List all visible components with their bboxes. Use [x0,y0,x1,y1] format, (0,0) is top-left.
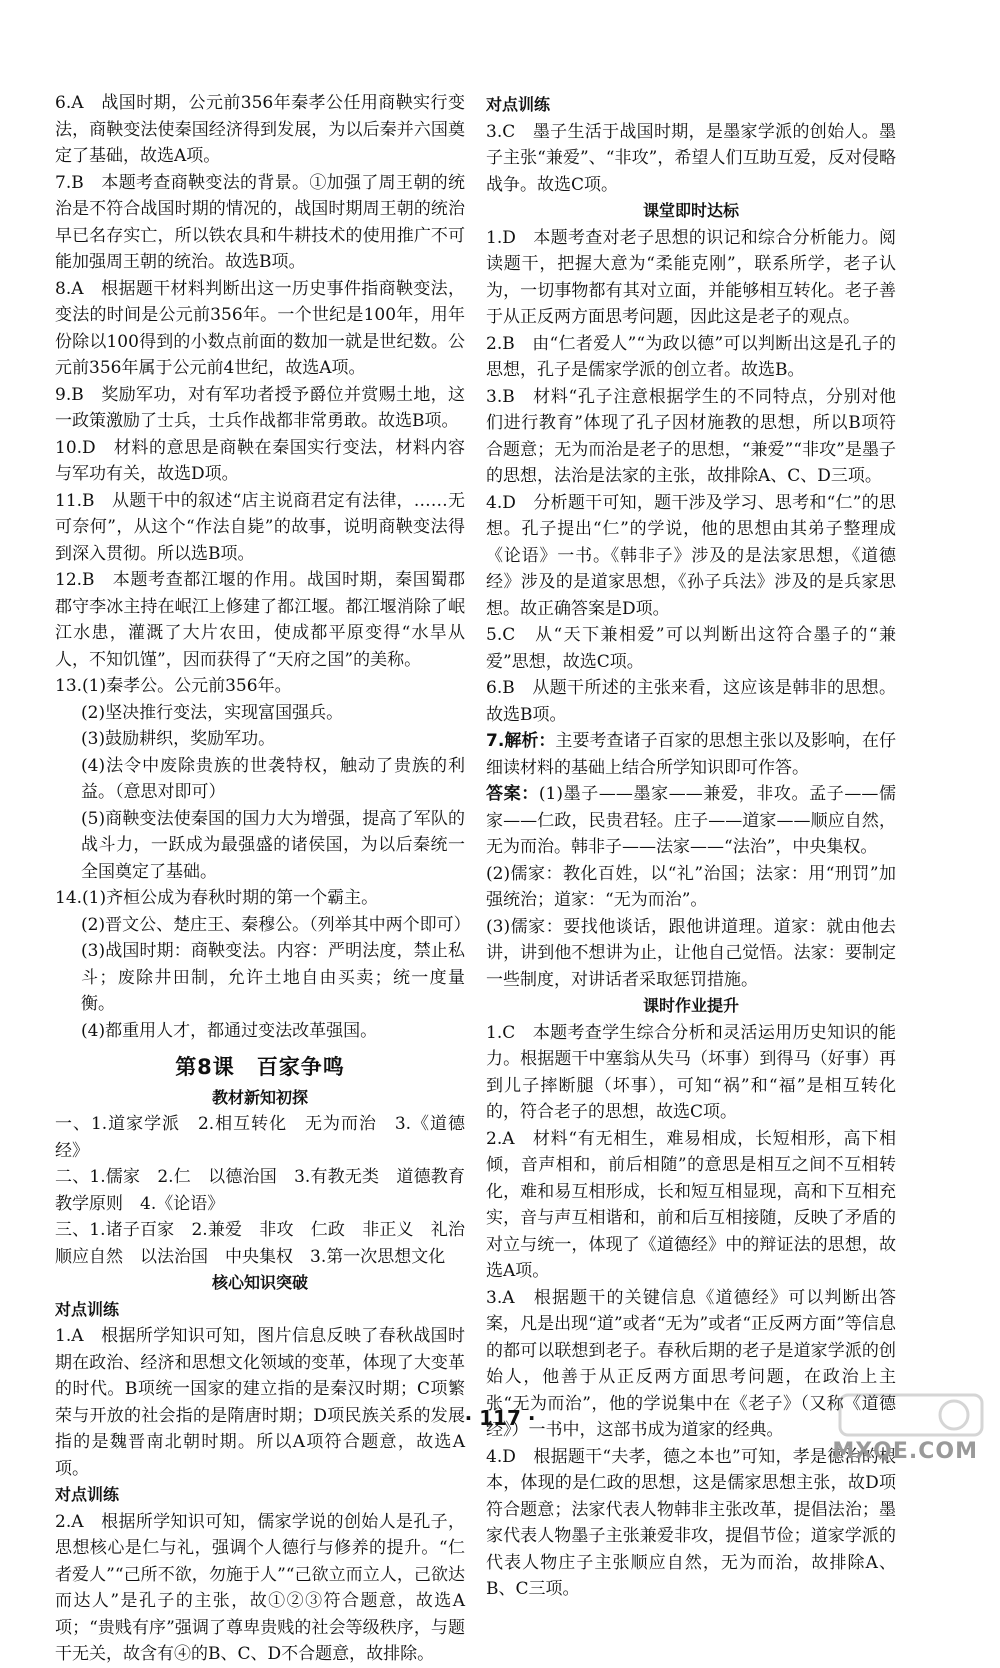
answer-sub: (2)晋文公、楚庄王、秦穆公。（列举其中两个即可） [81,914,471,935]
section-heading: 课堂即时达标 [642,201,739,220]
answer-item-14: 14.(1)齐桓公成为春秋时期的第一个霸主。 [55,888,379,908]
answer-item: 2.B 由“仁者爱人”“为政以德”可以判断出这是孔子的思想，孔子是儒家学派的创立者。故选B。 [486,333,896,380]
section-heading: 核心知识突破 [211,1273,308,1292]
section-heading: 课时作业提升 [642,996,739,1015]
answer-item: 7.B 本题考查商鞅变法的背景。①加强了周王朝的统治是不符合战国时期的情况的，战国时期周王朝的统治早已名存实亡，所以铁农具和牛耕技术的使用推广不可能加强周王朝的统治。故选B项。 [55,172,465,272]
analysis-label: 7.解析： [486,731,556,751]
section-heading: 教材新知初探 [211,1087,308,1107]
answer-item: 1.C 本题考查学生综合分析和灵活运用历史知识的能力。根据题干中塞翁从失马（坏事）到得马（好事）再到儿子摔断腿（坏事），可知“祸”和“福”是相互转化的，符合老子的思想，故选C项。 [486,1022,896,1122]
list-item: 一、1.道家学派 2.相互转化 无为而治 3.《道德经》 [55,1114,465,1161]
training-label: 对点训练 [55,1485,120,1504]
answer-item: 8.A 根据题干材料判断出这一历史事件指商鞅变法，变法的时间是公元前356年。一个世纪是100年，用年份除以100得到的小数点前面的数加一就是世纪数。公元前356年属于公元前4世纪，故选A项。 [55,278,465,378]
answer-item-7 [486,728,896,781]
answer-text: (3)儒家：要找他谈话，跟他讲道理。道家：就由他去讲，讲到他不想讲为止，让他自己觉悟。法家：要制定一些制度，对讲话者采取惩罚措施。 [486,916,896,990]
answer-item: 3.A 根据题干的关键信息《道德经》可以判断出答案，凡是出现“道”或者“无为”或者“正反两方面”等信息的都可以联想到老子。春秋后期的老子是道家学派的创始人，他善于从正反两方面思考问题，在政治上主张“无为而治”，他的学说集中在《老子》（又称《道德经》）一书中，这部书成为道家的经典。 [486,1287,896,1440]
list-item: 二、1.儒家 2.仁 以德治国 3.有教无类 道德教育 教学原则 4.《论语》 [55,1167,482,1214]
training-label: 对点训练 [486,95,551,114]
answer-sub: (4)都重用人才，都通过变法改革强国。 [81,1020,378,1041]
answer-sub: (5)商鞅变法使秦国的国力大为增强，提高了军队的战斗力，一跃成为最强盛的诸侯国，为以后秦统一全国奠定了基础。 [81,808,465,882]
answer-item: 4.D 分析题干可知，题干涉及学习、思考和“仁”的思想。孔子提出“仁”的学说，他的思想由其弟子整理成《论语》一书。《韩非子》涉及的是法家思想，《道德经》涉及的是道家思想，《孙子兵法》涉及的是兵家思想。故正确答案是D项。 [486,492,896,619]
answer-item: 12.B 本题考查都江堰的作用。战国时期，秦国蜀郡郡守李冰主持在岷江上修建了都江堰。都江堰消除了岷江水患，灌溉了大片农田，使成都平原变得“水旱从人，不知饥馑”，因而获得了“天府之国”的美称。 [55,570,465,670]
answer-text: (2)儒家：教化百姓，以“礼”治国；法家：用“刑罚”加强统治；道家：“无为而治”。 [486,863,896,910]
answer-item: 6.A 战国时期，公元前356年秦孝公任用商鞅实行变法，商鞅变法使秦国经济得到发展，为以后秦并六国奠定了基础，故选A项。 [55,93,465,166]
answer-item: 2.A 材料“有无相生，难易相成，长短相形，高下相倾，音声相和，前后相随”的意思是相互之间不互相转化，难和易互相形成，长和短互相显现，高和下互相充实，音与声互相谐和，前和后互相接随，反映了矛盾的对立与统一，体现了《道德经》中的辩证法的思想，故选A项。 [486,1128,896,1281]
page-number: · 117 · [464,1406,536,1430]
answer-block [486,781,896,861]
answer-sub: (4)法令中废除贵族的世袭特权，触动了贵族的利益。（意思对即可） [81,755,465,802]
answer-text: (1)墨子——墨家——兼爱，非攻。孟子——儒家——仁政，民贵君轻。庄子——道家——顺应自然，无为而治。韩非子——法家——“法治”，中央集权。 [486,784,896,857]
answer-item: 11.B 从题干中的叙述“店主说商君定有法律，……无可奈何”，从这个“作法自毙”的故事，说明商鞅变法得到深入贯彻。所以选B项。 [55,490,465,564]
answer-item-13: 13.(1)秦孝公。公元前356年。 [55,676,292,696]
answer-item: 3.C 墨子生活于战国时期，是墨家学派的创始人。墨子主张“兼爱”、“非攻”，希望人们互助互爱，反对侵略战争。故选C项。 [486,121,896,195]
right-column [486,92,896,1603]
analysis-text: 主要考查诸子百家的思想主张以及影响，在仔细读材料的基础上结合所学知识即可作答。 [486,731,897,778]
answer-item: 5.C 从“天下兼相爱”可以判断出这符合墨子的“兼爱”思想，故选C项。 [486,625,896,672]
answer-item: 1.D 本题考查对老子思想的识记和综合分析能力。阅读题干，把握大意为“柔能克刚”，联系所学，老子认为，一切事物都有其对立面，并能够相互转化。老子善于从正反两方面思考问题，因此这是老子的观点。 [486,227,896,327]
answer-item: 10.D 材料的意思是商鞅在秦国实行变法，材料内容与军功有关，故选D项。 [55,437,465,484]
lesson-title: 第8课 百家争鸣 [175,1055,345,1079]
answer-sub: (3)战国时期：商鞅变法。内容：严明法度，禁止私斗；废除井田制，允许土地自由买卖；统一度量衡。 [81,941,465,1014]
answer-item: 6.B 从题干所述的主张来看，这应该是韩非的思想。故选B项。 [486,678,896,725]
answer-item: 1.A 根据所学知识可知，图片信息反映了春秋战国时期在政治、经济和思想文化领域的变革，体现了大变革的时代。B项统一国家的建立指的是秦汉时期；C项繁荣与开放的社会指的是隋唐时期；D项民族关系的发展指的是魏晋南北朝时期。所以A项符合题意，故选A项。 [55,1326,465,1479]
answer-item: 2.A 根据所学知识可知，儒家学说的创始人是孔子，思想核心是仁与礼，强调个人德行与修养的提升。“仁者爱人”“己所不欲，勿施于人”“己欲立而立人，己欲达而达人”是孔子的主张，故①②③符合题意，故选A项；“贵贱有序”强调了尊卑贵贱的社会等级秩序，与题干无关，故含有④的B、C、D不合题意，故排除。 [55,1511,465,1664]
watermark-text: MXQE.COM [832,1438,978,1464]
training-label: 对点训练 [55,1299,120,1319]
answer-item: 9.B 奖励军功，对有军功者授予爵位并赏赐土地，这一政策激励了士兵，士兵作战都非常勇敢。故选B项。 [55,384,465,431]
answer-item: 3.B 材料“孔子注意根据学生的不同特点，分别对他们进行教育”体现了孔子因材施教的思想，所以B项符合题意；无为而治是老子的思想，“兼爱”“非攻”是墨子的思想，法治是法家的主张，故排除A、C、D三项。 [486,386,896,486]
answer-sub: (3)鼓励耕织，奖励军功。 [81,729,276,749]
answer-label: 答案： [486,784,539,804]
answer-sub: (2)坚决推行变法，实现富国强兵。 [81,702,344,723]
list-item: 三、1.诸子百家 2.兼爱 非攻 仁政 非正义 礼治 顺应自然 以法治国 中央集权 3.第一次思想文化 [55,1220,482,1267]
answer-item: 4.D 根据题干“夫孝，德之本也”可知，孝是德治的根本，体现的是仁政的思想，这是儒家思想主张，故D项符合题意；法家代表人物韩非主张改革，提倡法治；墨家代表人物墨子主张兼爱非攻，提倡节俭；道家学派的代表人物庄子主张顺应自然，无为而治，故排除A、B、C三项。 [486,1446,896,1599]
